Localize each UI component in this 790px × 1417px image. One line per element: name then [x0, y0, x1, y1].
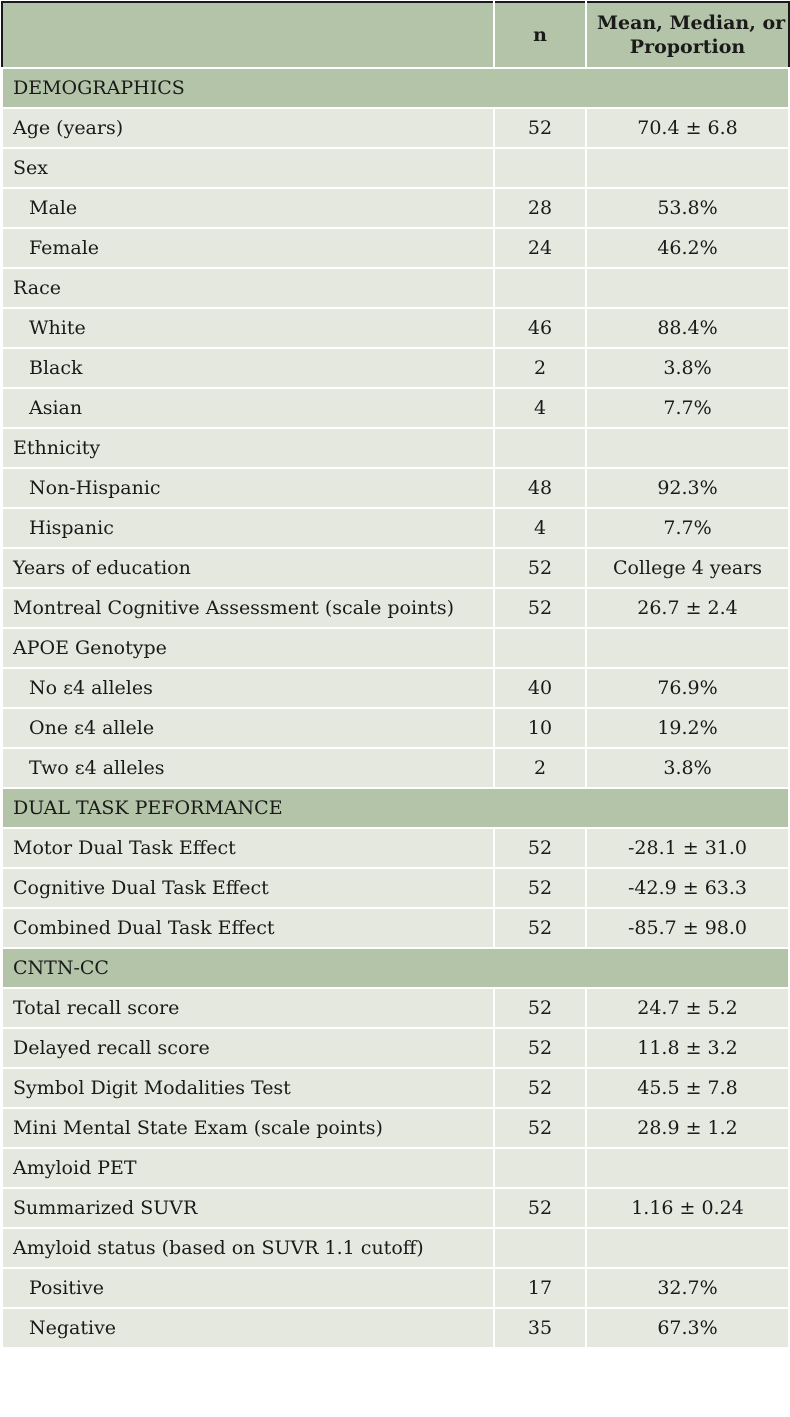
- row-label: Two ε4 alleles: [2, 748, 494, 788]
- row-n: 17: [494, 1268, 586, 1308]
- header-label-cell: [2, 2, 494, 68]
- row-n: [494, 428, 586, 468]
- row-n: 2: [494, 748, 586, 788]
- table-row: [2, 148, 789, 188]
- row-value: 24.7 ± 5.2: [586, 988, 789, 1028]
- row-n: 24: [494, 228, 586, 268]
- row-value: 11.8 ± 3.2: [586, 1028, 789, 1068]
- row-label: Asian: [2, 388, 494, 428]
- table-row: [2, 548, 789, 588]
- demographics-table: [1, 1, 790, 1349]
- table-subrow: [2, 228, 789, 268]
- row-value: 76.9%: [586, 668, 789, 708]
- row-label: Non-Hispanic: [2, 468, 494, 508]
- row-value: -28.1 ± 31.0: [586, 828, 789, 868]
- row-value: 7.7%: [586, 508, 789, 548]
- row-value: [586, 1148, 789, 1188]
- row-n: 52: [494, 868, 586, 908]
- row-n: 35: [494, 1308, 586, 1348]
- row-value: 3.8%: [586, 348, 789, 388]
- row-value: 53.8%: [586, 188, 789, 228]
- row-label: Race: [2, 268, 494, 308]
- row-n: 40: [494, 668, 586, 708]
- row-n: 52: [494, 1108, 586, 1148]
- row-n: 52: [494, 548, 586, 588]
- row-label: One ε4 allele: [2, 708, 494, 748]
- row-n: 52: [494, 588, 586, 628]
- row-label: Symbol Digit Modalities Test: [2, 1068, 494, 1108]
- section-title: DUAL TASK PEFORMANCE: [2, 788, 789, 828]
- row-label: Sex: [2, 148, 494, 188]
- row-value: College 4 years: [586, 548, 789, 588]
- table-row: [2, 1068, 789, 1108]
- row-n: 28: [494, 188, 586, 228]
- row-value: [586, 148, 789, 188]
- section-header-row: [2, 68, 789, 108]
- row-n: 2: [494, 348, 586, 388]
- table-row: [2, 1148, 789, 1188]
- row-value: 3.8%: [586, 748, 789, 788]
- row-value: [586, 268, 789, 308]
- row-label: Amyloid status (based on SUVR 1.1 cutoff): [2, 1228, 494, 1268]
- row-n: 48: [494, 468, 586, 508]
- row-n: 4: [494, 508, 586, 548]
- row-n: 52: [494, 1028, 586, 1068]
- row-label: White: [2, 308, 494, 348]
- row-n: [494, 1148, 586, 1188]
- row-n: 10: [494, 708, 586, 748]
- table-subrow: [2, 388, 789, 428]
- section-header-row: [2, 948, 789, 988]
- table-subrow: [2, 668, 789, 708]
- table-row: [2, 1108, 789, 1148]
- table-row: [2, 628, 789, 668]
- table-row: [2, 1188, 789, 1228]
- row-label: Amyloid PET: [2, 1148, 494, 1188]
- table-subrow: [2, 508, 789, 548]
- table-subrow: [2, 308, 789, 348]
- row-n: 52: [494, 908, 586, 948]
- row-label: Black: [2, 348, 494, 388]
- header-value-line1: Mean, Median, or: [597, 12, 786, 34]
- row-value: [586, 1228, 789, 1268]
- table-subrow: [2, 1308, 789, 1348]
- row-n: 52: [494, 1188, 586, 1228]
- table-row: [2, 1028, 789, 1068]
- row-label: Ethnicity: [2, 428, 494, 468]
- row-label: Age (years): [2, 108, 494, 148]
- row-value: 92.3%: [586, 468, 789, 508]
- row-value: 46.2%: [586, 228, 789, 268]
- row-value: 70.4 ± 6.8: [586, 108, 789, 148]
- table-row: [2, 988, 789, 1028]
- row-value: [586, 428, 789, 468]
- row-value: 1.16 ± 0.24: [586, 1188, 789, 1228]
- row-n: 52: [494, 108, 586, 148]
- table-row: [2, 868, 789, 908]
- row-value: 26.7 ± 2.4: [586, 588, 789, 628]
- table-subrow: [2, 188, 789, 228]
- table-row: [2, 108, 789, 148]
- row-label: Combined Dual Task Effect: [2, 908, 494, 948]
- row-value: 67.3%: [586, 1308, 789, 1348]
- row-value: 32.7%: [586, 1268, 789, 1308]
- row-label: Mini Mental State Exam (scale points): [2, 1108, 494, 1148]
- table-row: [2, 268, 789, 308]
- row-label: Delayed recall score: [2, 1028, 494, 1068]
- row-label: No ε4 alleles: [2, 668, 494, 708]
- row-n: 4: [494, 388, 586, 428]
- row-label: Years of education: [2, 548, 494, 588]
- row-value: 28.9 ± 1.2: [586, 1108, 789, 1148]
- row-label: Motor Dual Task Effect: [2, 828, 494, 868]
- row-n: [494, 268, 586, 308]
- row-value: -42.9 ± 63.3: [586, 868, 789, 908]
- row-n: [494, 628, 586, 668]
- row-value: -85.7 ± 98.0: [586, 908, 789, 948]
- table-header-row: [2, 2, 789, 68]
- section-header-row: [2, 788, 789, 828]
- table-row: [2, 428, 789, 468]
- row-label: Hispanic: [2, 508, 494, 548]
- row-value: 7.7%: [586, 388, 789, 428]
- row-value: 88.4%: [586, 308, 789, 348]
- section-title: CNTN-CC: [2, 948, 789, 988]
- row-n: [494, 1228, 586, 1268]
- table-subrow: [2, 1268, 789, 1308]
- table-subrow: [2, 468, 789, 508]
- row-label: APOE Genotype: [2, 628, 494, 668]
- table-row: [2, 908, 789, 948]
- row-label: Summarized SUVR: [2, 1188, 494, 1228]
- row-n: 52: [494, 828, 586, 868]
- row-n: 52: [494, 1068, 586, 1108]
- table-row: [2, 1228, 789, 1268]
- row-label: Male: [2, 188, 494, 228]
- header-value: [586, 2, 789, 68]
- row-label: Montreal Cognitive Assessment (scale points): [2, 588, 494, 628]
- row-label: Female: [2, 228, 494, 268]
- table-row: [2, 588, 789, 628]
- table-subrow: [2, 708, 789, 748]
- row-label: Positive: [2, 1268, 494, 1308]
- table-subrow: [2, 748, 789, 788]
- row-value: 45.5 ± 7.8: [586, 1068, 789, 1108]
- row-label: Cognitive Dual Task Effect: [2, 868, 494, 908]
- row-label: Negative: [2, 1308, 494, 1348]
- row-n: 46: [494, 308, 586, 348]
- header-n: n: [494, 2, 586, 68]
- row-value: 19.2%: [586, 708, 789, 748]
- table-row: [2, 828, 789, 868]
- header-value-line2: Proportion: [629, 36, 746, 58]
- row-n: [494, 148, 586, 188]
- row-value: [586, 628, 789, 668]
- row-n: 52: [494, 988, 586, 1028]
- row-label: Total recall score: [2, 988, 494, 1028]
- table-subrow: [2, 348, 789, 388]
- section-title: DEMOGRAPHICS: [2, 68, 789, 108]
